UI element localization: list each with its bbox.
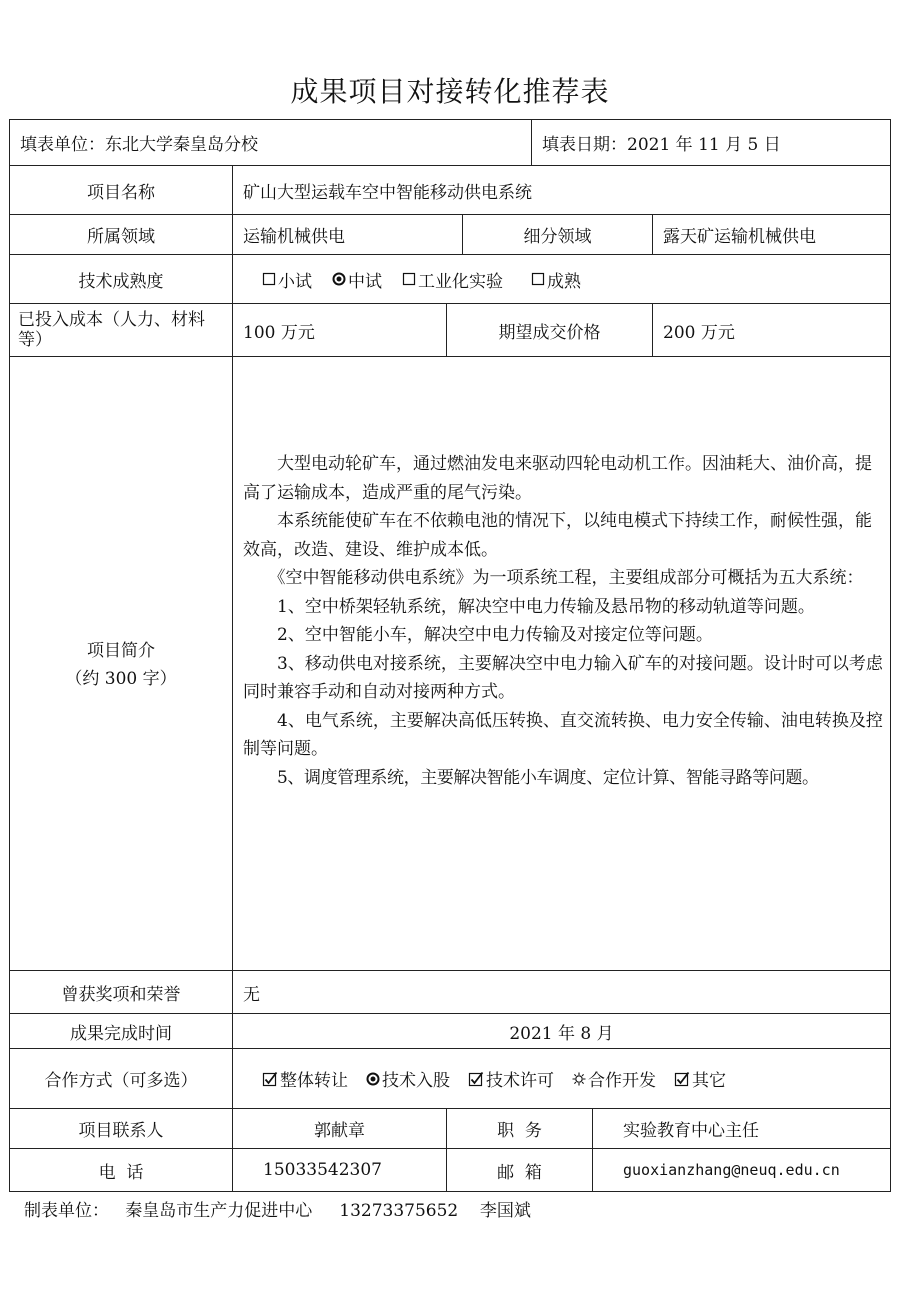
intro-paragraph: 4、电气系统，主要解决高低压转换、直交流转换、电力安全传输、油电转换及控制等问题。: [243, 710, 883, 759]
coop-option-transfer[interactable]: 整体转让: [262, 1066, 348, 1091]
maturity-options: [262, 255, 882, 303]
cooperation-options: [262, 1049, 882, 1108]
intro-label: 项目简介: [87, 641, 155, 661]
completion-value: 2021 年 8 月: [509, 1023, 614, 1044]
footer-org: 秦皇岛市生产力促进中心: [125, 1201, 313, 1221]
coop-option-other[interactable]: 其它: [674, 1066, 726, 1091]
coop-option-license[interactable]: 技术许可: [468, 1066, 554, 1091]
sub-field-value: 露天矿运输机械供电: [663, 227, 816, 247]
position-value: 实验教育中心主任: [623, 1121, 759, 1141]
footer: [24, 1196, 531, 1221]
page-title: 成果项目对接转化推荐表: [290, 75, 610, 108]
intro-paragraph: 5、调度管理系统，主要解决智能小车调度、定位计算、智能寻路等问题。: [277, 767, 819, 788]
fill-date: 填表日期：2021 年 11 月 5 日: [542, 135, 781, 155]
coop-option-joint-dev[interactable]: 合作开发: [572, 1066, 656, 1091]
coop-option-equity[interactable]: 技术入股: [366, 1066, 450, 1091]
email-value: guoxianzhang@neuq.edu.cn: [623, 1161, 840, 1179]
intro-paragraph: 1、空中桥架轻轨系统，解决空中电力传输及悬吊物的移动轨道等问题。: [277, 596, 815, 617]
checkbox-empty-icon: [402, 272, 416, 286]
price-label: 期望成交价格: [498, 322, 601, 343]
field-label: 所属领域: [87, 227, 155, 247]
intro-label-block: [10, 635, 232, 695]
field-value: 运输机械供电: [243, 227, 345, 247]
fill-unit: 填表单位：东北大学秦皇岛分校: [20, 135, 258, 155]
sub-field-label: 细分领域: [523, 227, 592, 247]
intro-paragraph: 本系统能使矿车在不依赖电池的情况下，以纯电模式下持续工作，耐候性强，能效高，改造、建设、维护成本低。: [243, 511, 872, 560]
intro-sublabel: （约 300 字）: [65, 669, 177, 689]
project-name-label: 项目名称: [87, 182, 155, 203]
project-name-value: 矿山大型运载车空中智能移动供电系统: [243, 182, 532, 203]
email-label: 邮 箱: [497, 1162, 542, 1183]
footer-person: 李国斌: [479, 1201, 531, 1221]
footer-label: 制表单位：: [24, 1201, 109, 1221]
checkbox-checked-icon: [468, 1071, 484, 1087]
sun-star-icon: [572, 1072, 586, 1086]
maturity-label: 技术成熟度: [78, 271, 164, 292]
intro-paragraph: 2、空中智能小车，解决空中电力传输及对接定位等问题。: [277, 625, 713, 645]
price-value: 200 万元: [663, 322, 735, 343]
checkbox-checked-icon: [262, 1071, 278, 1087]
contact-name: 郭献章: [314, 1121, 365, 1141]
footer-phone: 13273375652: [339, 1201, 459, 1221]
radio-selected-icon: [366, 1072, 380, 1086]
awards-value: 无: [243, 984, 260, 1005]
checkbox-empty-icon: [262, 272, 276, 286]
maturity-option-pilot-small[interactable]: 小试: [262, 267, 312, 292]
maturity-option-pilot-mid[interactable]: 中试: [332, 267, 382, 292]
cost-label: 已投入成本（人力、材料等）: [18, 310, 205, 350]
checkbox-empty-icon: [531, 272, 545, 286]
cooperation-label: 合作方式（可多选）: [44, 1071, 198, 1091]
intro-paragraph: 3、移动供电对接系统，主要解决空中电力输入矿车的对接问题。设计时可以考虑同时兼容手动和自动对接两种方式。: [243, 653, 883, 702]
completion-label: 成果完成时间: [70, 1023, 172, 1044]
phone-label: 电 话: [98, 1162, 144, 1183]
checkbox-checked-icon: [674, 1071, 690, 1087]
maturity-option-industrial[interactable]: 工业化实验: [402, 267, 503, 292]
contact-label: 项目联系人: [78, 1121, 164, 1141]
phone-value: 15033542307: [263, 1160, 382, 1180]
awards-label: 曾获奖项和荣誉: [61, 984, 181, 1005]
intro-paragraph: 《空中智能移动供电系统》为一项系统工程，主要组成部分可概括为五大系统：: [268, 568, 864, 588]
intro-paragraph: 大型电动轮矿车，通过燃油发电来驱动四轮电动机工作。因油耗大、油价高，提高了运输成本，造成严重的尾气污染。: [243, 454, 872, 503]
position-label: 职 务: [497, 1121, 542, 1141]
intro-text: [243, 450, 883, 792]
radio-selected-icon: [332, 272, 346, 286]
cost-value: 100 万元: [243, 322, 315, 343]
maturity-option-mature[interactable]: 成熟: [531, 267, 581, 292]
